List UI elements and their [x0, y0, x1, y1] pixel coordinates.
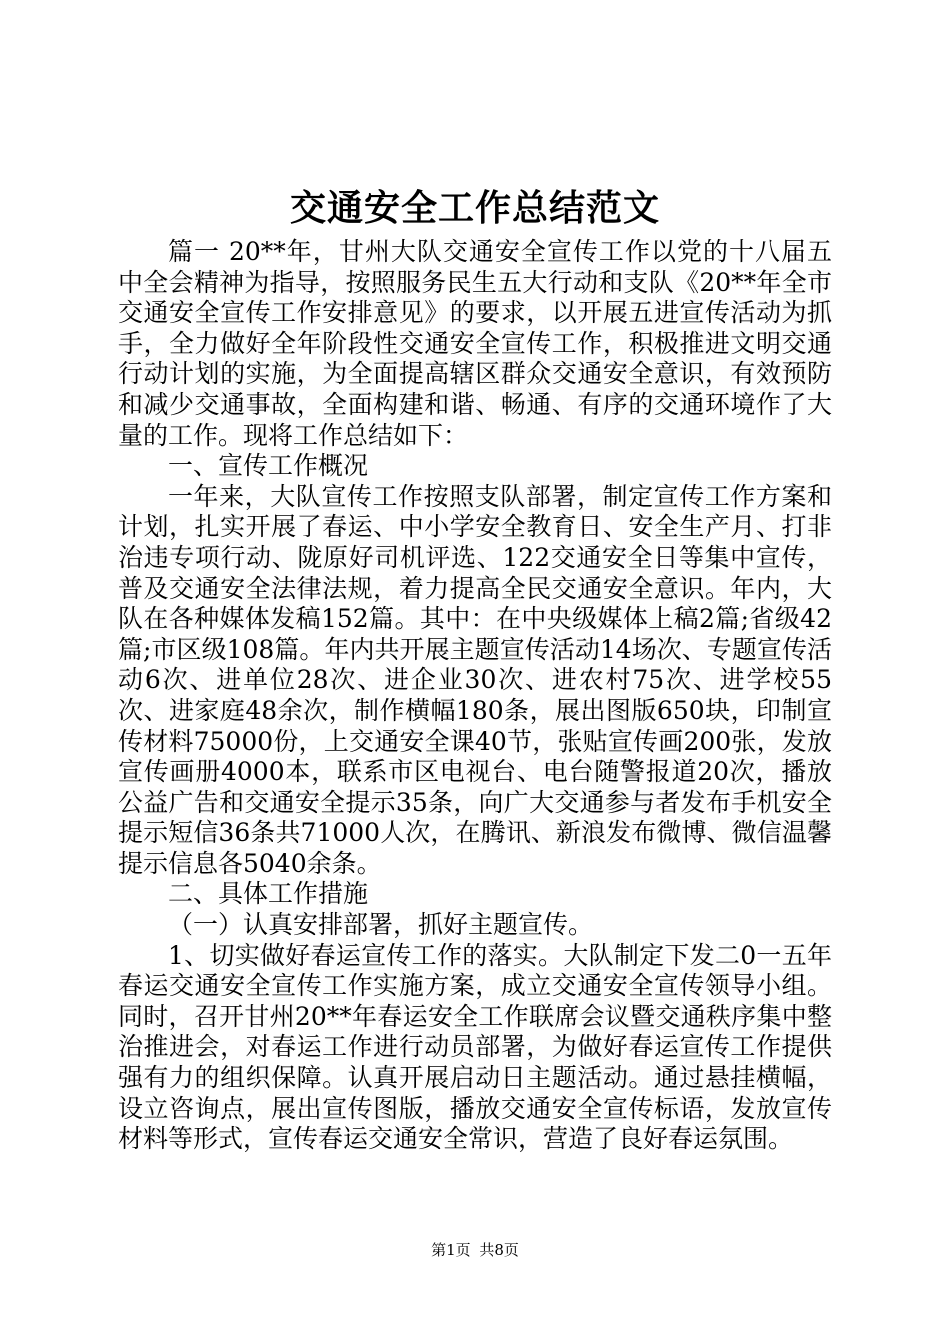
subsection-heading-1: （一）认真安排部署，抓好主题宣传。 [168, 910, 594, 940]
paragraph-intro: 篇一 20**年，甘州大队交通安全宣传工作以党的十八届五中全会精神为指导，按照服务民生五大行动和支队《20**年全市交通安全宣传工作安排意见》的要求，以开展五进宣传活动为抓手，全力做好全年阶段性交通安全宣传工作，积极推进文明交通行动计划的实施，为全面提高辖区群众交通安全意识，有效预防和减少交通事故，全面构建和谐、畅通、有序的交通环境作了大量的工作。现将工作总结如下： [118, 237, 832, 450]
page-total: 共8页 [479, 1241, 519, 1259]
section-heading-measures: 二、具体工作措施 [168, 879, 369, 909]
paragraph-overview: 一年来，大队宣传工作按照支队部署，制定宣传工作方案和计划，扎实开展了春运、中小学安全教育日、安全生产月、打非治违专项行动、陇原好司机评选、122交通安全日等集中宣传，普及交通安全法律法规，着力提高全民交通安全意识。年内，大队在各种媒体发稿152篇。其中：在中央级媒体上稿2篇;省级42篇;市区级108篇。年内共开展主题宣传活动14场次、专题宣传活动6次、进单位28次、进企业30次、进农村75次、进学校55次、进家庭48余次，制作横幅180条，展出图版650块，印制宣传材料75000份，上交通安全课40节，张贴宣传画200张，发放宣传画册4000本，联系市区电视台、电台随警报道20次，播放公益广告和交通安全提示35条，向广大交通参与者发布手机安全提示短信36条共71000人次，在腾讯、新浪发布微博、微信温馨提示信息各5040余条。 [118, 481, 832, 878]
page-footer [0, 1240, 950, 1260]
section-heading-overview: 一、宣传工作概况 [168, 451, 369, 481]
paragraph-spring-festival: 1、切实做好春运宣传工作的落实。大队制定下发二0一五年春运交通安全宣传工作实施方案，成立交通安全宣传领导小组。同时，召开甘州20**年春运安全工作联席会议暨交通秩序集中整治推进会，对春运工作进行动员部署，为做好春运宣传工作提供强有力的组织保障。认真开展启动日主题活动。通过悬挂横幅，设立咨询点，展出宣传图版，播放交通安全宣传标语，发放宣传材料等形式，宣传春运交通安全常识，营造了良好春运氛围。 [118, 940, 832, 1154]
document-body [118, 237, 832, 1155]
page-number: 第1页 [431, 1241, 471, 1259]
document-title: 交通安全工作总结范文 [289, 187, 660, 229]
